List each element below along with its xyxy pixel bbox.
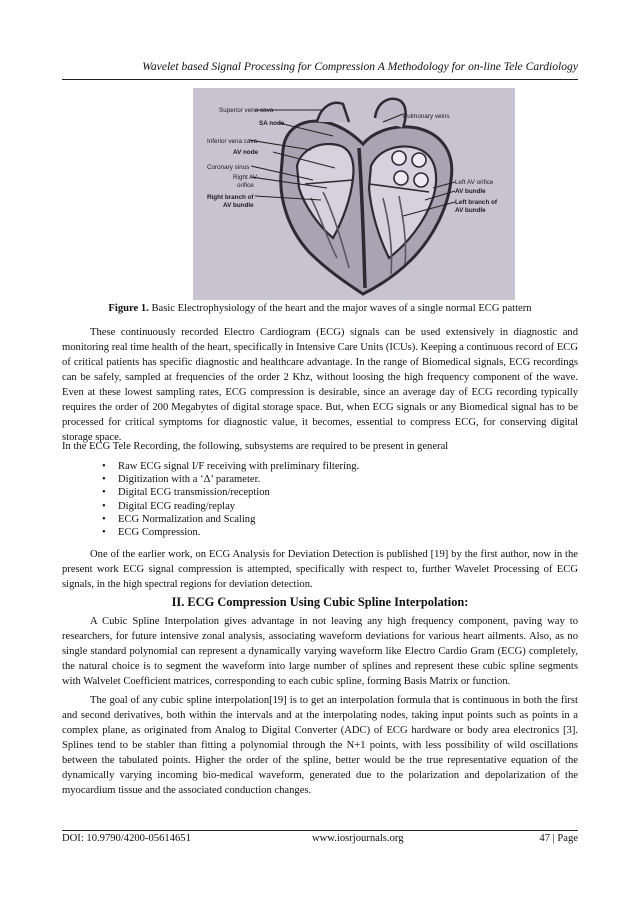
label-right-av-orifice-2: orifice bbox=[237, 182, 254, 189]
label-left-branch-2: AV bundle bbox=[455, 207, 486, 214]
footer-website-link[interactable]: www.iosrjournals.org bbox=[312, 833, 404, 844]
subsystems-list bbox=[100, 460, 570, 539]
label-right-branch: Right branch of bbox=[207, 194, 254, 201]
label-coronary-sinus: Coronary sinus bbox=[207, 164, 250, 171]
footer-divider bbox=[62, 830, 578, 831]
list-item: • Digital ECG reading/replay bbox=[102, 500, 236, 512]
figure-caption-text: Basic Electrophysiology of the heart and the major waves of a single normal ECG pattern bbox=[148, 303, 532, 314]
label-right-branch-2: AV bundle bbox=[223, 202, 254, 209]
label-sa-node: SA node bbox=[259, 120, 285, 127]
label-left-av-orifice: Left AV orifice bbox=[455, 179, 494, 186]
list-item: • Digitization with a ‘Δ’ parameter. bbox=[102, 474, 261, 486]
page-footer bbox=[62, 833, 578, 849]
header-divider bbox=[62, 79, 578, 80]
label-av-node: AV node bbox=[233, 149, 259, 156]
label-inferior-vena-cava: Inferior vena cava bbox=[207, 138, 258, 145]
footer-doi: DOI: 10.9790/4200-05614651 bbox=[62, 833, 191, 844]
paragraph-ecg-recording: These continuously recorded Electro Cardiogram (ECG) signals can be used extensively in diagnostic and monitoring real time health of the heart, specifically in Intensive Care Units (ICUs). Keeping a continuous record of ECG of critical patients has specific diagnostic and healthcare advantage. In the range of Biomedical signals, ECG recordings can be safely, sampled at frequencies of the order 2 Khz, without loosing the high frequency component of the wave. Even at these lowest sampling rates, ECG compression is desirable, since an average day of ECG recording typically requires the order of 200 Megabytes of digital storage space. But, when ECG signals or any Biomedical signal has to be processed for critical symptoms for diagnostic value, it becomes, essential to compress ECG, for conserving digital storage space. bbox=[62, 327, 579, 443]
heart-diagram-illustration bbox=[193, 88, 515, 300]
section-heading: II. ECG Compression Using Cubic Spline Interpolation: bbox=[171, 595, 469, 609]
figure-caption bbox=[62, 303, 578, 314]
list-item: • Digital ECG transmission/reception bbox=[102, 487, 270, 499]
paragraph-earlier-work: One of the earlier work, on ECG Analysis for Deviation Detection is published [19] by the first author, now in the present work ECG signal compression is attempted, specifically with respect to, further Wavelet Processing of ECG signals, in the high spectral regions for deviation detection. bbox=[62, 549, 578, 590]
paragraph-cubic-spline-intro: A Cubic Spline Interpolation gives advantage in not leaving any high frequency component, paving way to researchers, for future intensive zonal analysis, associating waveform deviations for various heart ailments. Also, as no single standard polynomial can represent a dynamically varying waveform like Electro Cardio Gram (ECG) completely, the natural choice is to segment the waveform into large number of splines and represent these cubic spline segments with Walvelet Coefficient matrices, corresponding to each cubic spline, forming Basis Matrix or function. bbox=[62, 616, 578, 687]
list-item: • ECG Normalization and Scaling bbox=[102, 513, 256, 525]
label-right-av-orifice: Right AV bbox=[233, 174, 258, 181]
heart-figure bbox=[193, 88, 515, 300]
list-item: • Raw ECG signal I/F receiving with preliminary filtering. bbox=[102, 461, 360, 472]
label-pulmonary-veins: Pulmonary veins bbox=[403, 113, 450, 120]
label-left-branch: Left branch of bbox=[455, 199, 497, 206]
list-item: • ECG Compression. bbox=[102, 527, 201, 539]
running-header: Wavelet based Signal Processing for Compression A Methodology for on-line Tele Cardiology bbox=[142, 60, 578, 73]
figure-caption-label: Figure 1. bbox=[108, 303, 149, 314]
footer-page-number: 47 | Page bbox=[539, 833, 578, 844]
paragraph-cubic-spline-goal: The goal of any cubic spline interpolation[19] is to get an interpolation formula that is continuous in both the first and second derivatives, both within the intervals and at the interpolating nodes, taking input points such as points in a complex plane, as originated from Analog to Digital Converter (ADC) of ECG hardware or body area electronics [3]. Splines tend to be stabler than fitting a polynomial through the N+1 points, with less possibility of wild oscillations between the tabulated points. Higher the order of the spline, better would be the true representative equation of the dynamically varying incoming bio-medical waveform, generated due to the polarization and depolarization of the myocardium tissue and the associated conduction changes. bbox=[62, 695, 578, 796]
label-av-bundle: AV bundle bbox=[455, 188, 486, 195]
paragraph-subsystems-intro: In the ECG Tele Recording, the following, subsystems are required to be present in general bbox=[62, 441, 449, 452]
label-superior-vena-cava: Superior vena cava bbox=[219, 107, 274, 114]
